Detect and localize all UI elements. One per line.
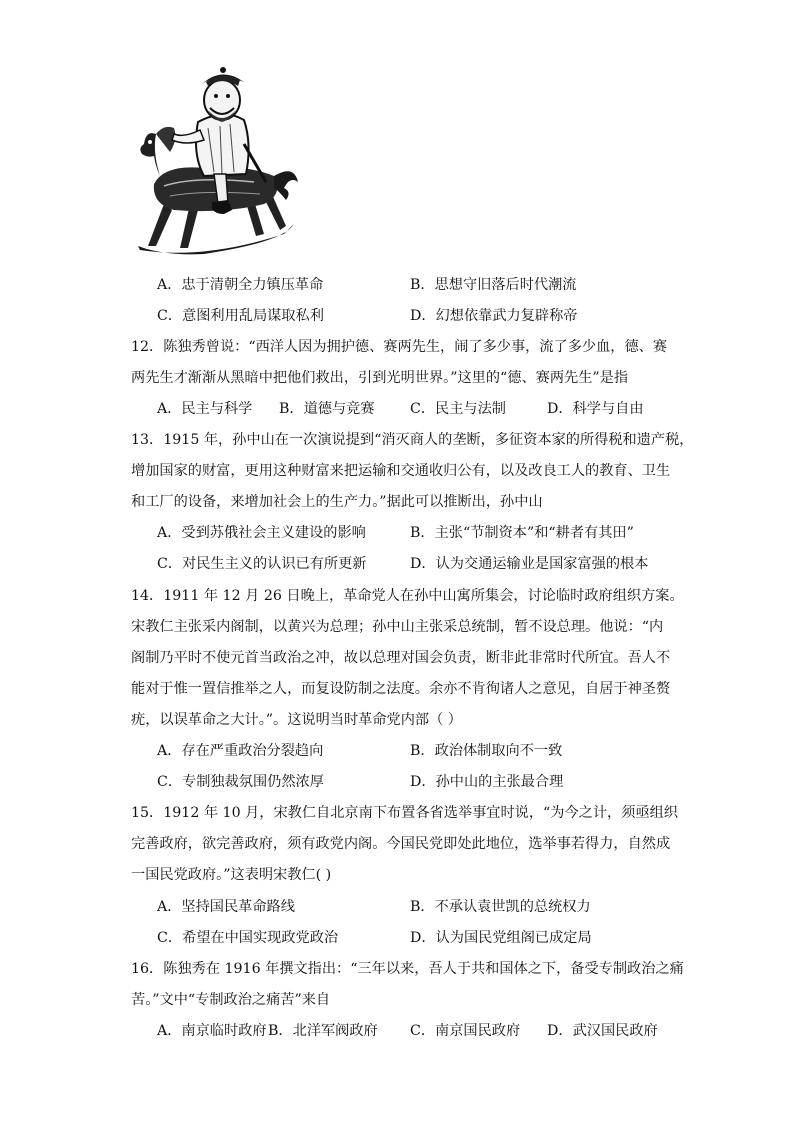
q14-text-line: 阁制乃平时不使元首当政治之冲，故以总理对国会负责，断非此非常时代所宜。吾人不 [131,650,671,666]
q12-option-a: A．民主与科学 [157,401,253,417]
q13-option-c: C．对民生主义的认识已有所更新 [157,556,367,572]
q16-text-line: 16．陈独秀在 1916 年撰文指出：“三年以来，吾人于共和国体之下，备受专制政治之痛 [131,961,684,977]
q15-text-line: 完善政府，欲完善政府，须有政党内阁。今国民党即处此地位，选举事若得力，自然成 [131,836,671,852]
q11-option-c: C．意图利用乱局谋取私利 [157,308,324,324]
q14-option-d: D．孙中山的主张最合理 [410,774,564,790]
q15-text-line: 一国民党政府。”这表明宋教仁( ) [131,867,332,883]
rocking-horse-caricature-image [134,64,300,260]
q16-text-line: 苦。”文中“专制政治之痛苦”来自 [131,992,331,1008]
q12-option-c: C．民主与法制 [410,401,506,417]
q16-option-d: D．武汉国民政府 [547,1023,658,1039]
q15-option-b: B．不承认袁世凯的总统权力 [410,899,591,915]
q13-option-a: A．受到苏俄社会主义建设的影响 [157,525,366,541]
q11-option-d: D．幻想依靠武力复辟称帝 [410,308,578,324]
q16-option-b: B．北洋军阀政府 [268,1023,378,1039]
q14-text-line: 能对于惟一置信推举之人，而复设防制之法度。余亦不肯徇诸人之意见，自居于神圣赘 [131,681,671,697]
q12-option-d: D．科学与自由 [547,401,644,417]
q14-option-c: C．专制独裁氛围仍然浓厚 [157,774,324,790]
q14-text-line: 疣，以误革命之大计。”。这说明当时革命党内部（ ） [131,712,462,728]
q14-option-a: A．存在严重政治分裂趋向 [157,743,324,759]
q16-option-a: A．南京临时政府 [157,1023,267,1039]
q12-text-line: 两先生才渐渐从黑暗中把他们救出，引到光明世界。”这里的“德、赛两先生”是指 [131,370,629,386]
q13-option-b: B．主张“节制资本”和“耕者有其田” [410,525,634,541]
q13-text-line: 增加国家的财富，更用这种财富来把运输和交通收归公有，以及改良工人的教育、卫生 [131,463,671,479]
q13-option-d: D．认为交通运输业是国家富强的根本 [410,556,649,572]
q15-text-line: 15．1912 年 10 月，宋教仁自北京南下布置各省选举事宜时说，“为今之计，须亟组织 [131,805,678,821]
q16-option-c: C．南京国民政府 [410,1023,521,1039]
q15-option-a: A．坚持国民革命路线 [157,899,295,915]
q11-option-b: B．思想守旧落后时代潮流 [410,277,577,293]
q12-text-line: 12．陈独秀曾说：“西洋人因为拥护德、赛两先生，闹了多少事，流了多少血，德、赛 [131,339,668,355]
q14-text-line: 宋教仁主张采内阁制，以黄兴为总理；孙中山主张采总统制，暂不设总理。他说：“内 [131,619,664,635]
q15-option-d: D．认为国民党组阁已成定局 [410,930,592,946]
q15-option-c: C．希望在中国实现政党政治 [157,930,339,946]
q14-option-b: B．政治体制取向不一致 [410,743,563,759]
q14-text-line: 14．1911 年 12 月 26 日晚上，革命党人在孙中山寓所集会，讨论临时政府组织方案。 [131,588,684,604]
q12-option-b: B．道德与竞赛 [279,401,375,417]
q11-option-a: A．忠于清朝全力镇压革命 [157,277,324,293]
q13-text-line: 和工厂的设备，来增加社会上的生产力。”据此可以推断出，孙中山 [131,494,543,510]
q13-text-line: 13．1915 年，孙中山在一次演说提到“消灭商人的垄断，多征资本家的所得税和遗产税， [131,432,694,448]
